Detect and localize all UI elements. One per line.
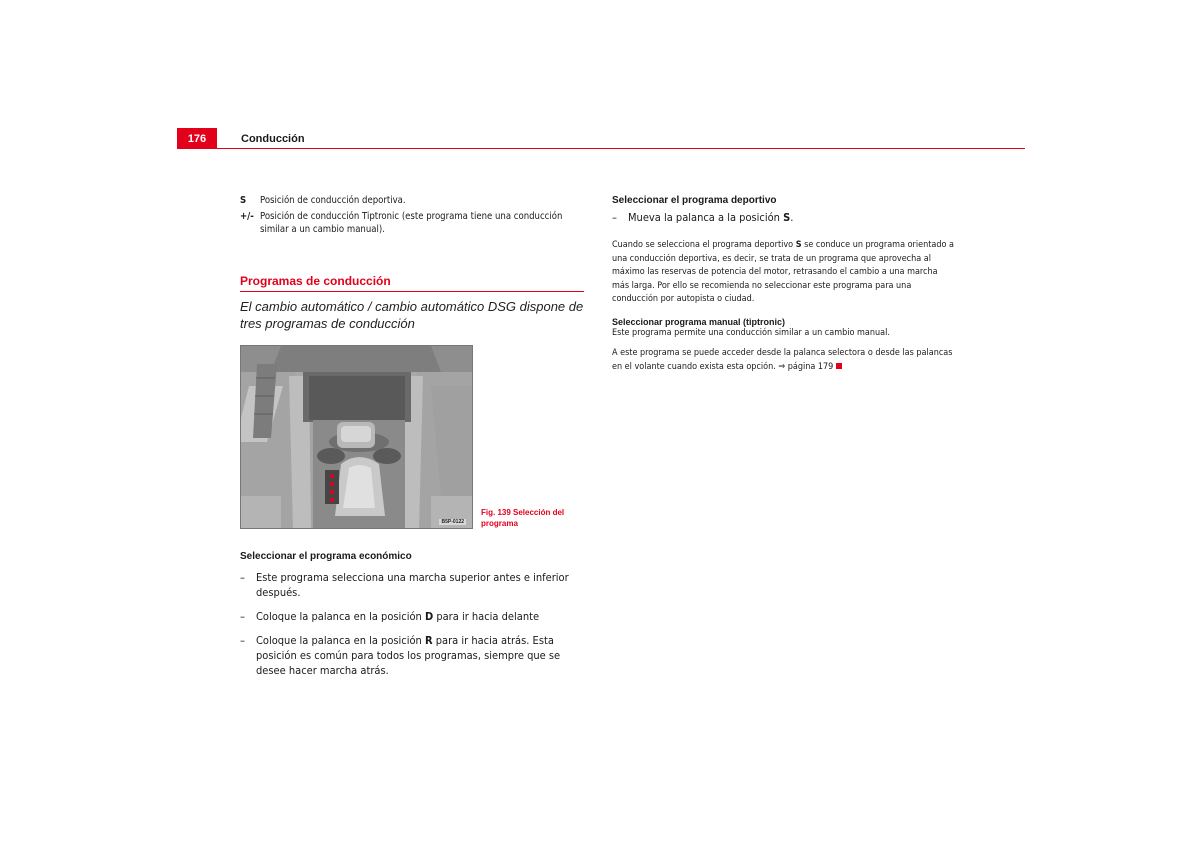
legend-list [240, 194, 585, 239]
header-rule [177, 148, 1025, 149]
end-of-section-icon [836, 363, 842, 369]
right-column [612, 195, 957, 374]
figure-caption: Fig. 139 Selección del programa [481, 508, 565, 528]
manual-program-paragraph-1: Este programa permite una conducción similar a un cambio manual. [612, 327, 890, 338]
step-text: Este programa selecciona una marcha superior antes e inferior después. [256, 571, 569, 599]
gear-selector-illustration [241, 346, 473, 529]
economic-program-heading: Seleccionar el programa económico [240, 551, 412, 562]
step-text: Coloque la palanca en la posición R para ir hacia atrás. Esta posición es común para todos los programas, siempre que se desee hacer marcha atrás. [256, 634, 561, 677]
page-number: 176 [177, 128, 217, 149]
step-text: Coloque la palanca en la posición D para ir hacia delante [256, 610, 540, 623]
section-intro: El cambio automático / cambio automático DSG dispone de tres programas de conducción [240, 299, 584, 331]
legend-key: +/- [240, 211, 254, 222]
list-item: – Coloque la palanca en la posición R para ir hacia atrás. Esta posición es común para todos los programas, siempre que se desee hacer marcha atrás. [240, 633, 585, 678]
economic-program-section [240, 551, 585, 687]
legend-text: Posición de conducción deportiva. [260, 195, 406, 206]
list-item: – Coloque la palanca en la posición D para ir hacia delante [240, 610, 540, 623]
sport-program-heading: Seleccionar el programa deportivo [612, 195, 777, 206]
legend-text: Posición de conducción Tiptronic (este programa tiene una conducción similar a un cambio manual). [260, 211, 563, 235]
legend-item [240, 194, 585, 207]
chapter-title: Conducción [241, 133, 305, 145]
figure-code: B5P-0122 [441, 519, 464, 525]
gear-selector-figure [240, 345, 473, 529]
legend-item [240, 210, 585, 236]
manual-program-paragraph-2: A este programa se puede acceder desde la palanca selectora o desde las palancas en el volante cuando exista esta opción. ⇒ página 179 [612, 348, 953, 372]
sport-program-paragraph: Cuando se selecciona el programa deportivo S se conduce un programa orientado a una conducción deportiva, es decir, se trata de un programa que aprovecha al máximo las reservas de potencia del motor, retrasando el cambio a una marcha más larga. Por ello se recomienda no seleccionar este programa para una conducción por autopista o ciudad. [612, 240, 955, 304]
sport-program-step: – Mueva la palanca a la posición S. [612, 211, 794, 224]
legend-key: S [240, 195, 247, 206]
manual-program-heading: Seleccionar programa manual (tiptronic) [612, 316, 786, 327]
list-item: – Este programa selecciona una marcha superior antes e inferior después. [240, 570, 585, 600]
section-title: Programas de conducción [240, 274, 584, 292]
economic-program-steps [240, 570, 585, 678]
